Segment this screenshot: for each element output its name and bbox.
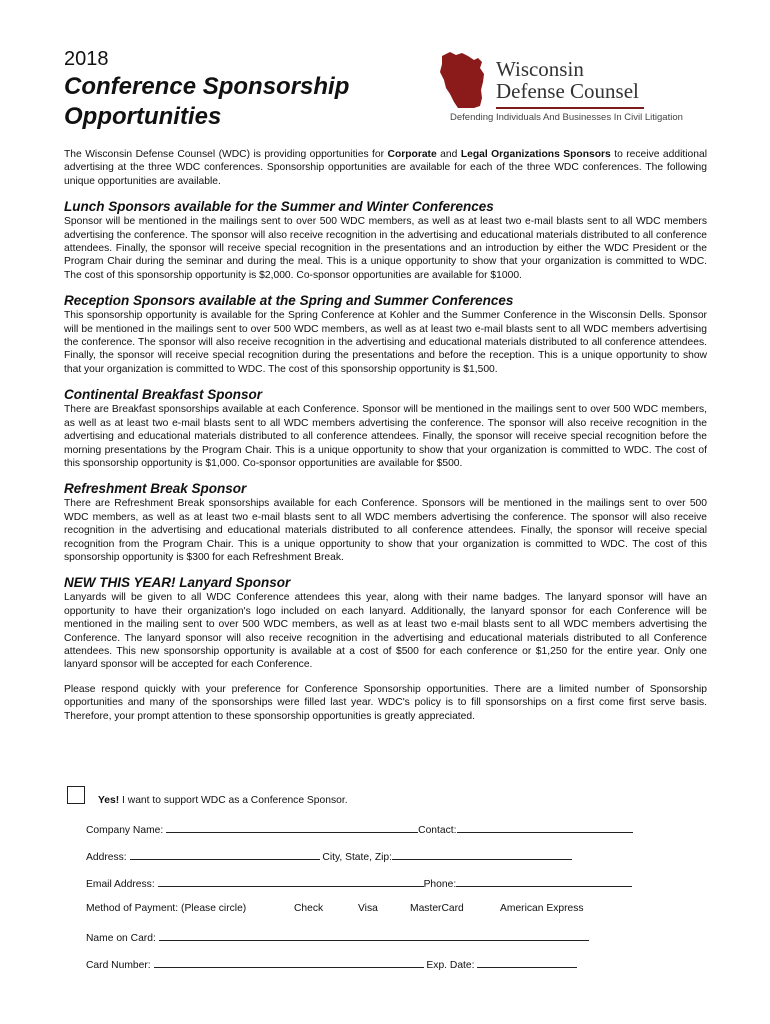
section-heading: Reception Sponsors available at the Spring and Summer Conferences xyxy=(64,293,514,309)
payment-option-amex[interactable]: American Express xyxy=(500,903,584,914)
title-line-1: Conference Sponsorship xyxy=(64,73,350,100)
card-number-row xyxy=(86,957,577,971)
yes-text: I want to support WDC as a Conference Sponsor. xyxy=(119,795,348,806)
city-field[interactable] xyxy=(392,849,572,860)
document-year: 2018 xyxy=(64,48,109,70)
section-text: This sponsorship opportunity is available for the Spring Conference at Kohler and the Summer Conference in the Wisconsin Dells. Sponsor will be mentioned in the mailings sent to over 500 WDC members, as well as at least two e-mail blasts sent to all WDC members advertising the conference. The sponsor will also receive recognition in the advertising and educational materials distributed to all conference attendees. Finally, the sponsor will receive special recognition during the presentations and before the reception. This is a unique opportunity to show that your organization is committed to WDC. The cost of this sponsorship opportunity is $1,500. xyxy=(64,310,707,375)
email-row xyxy=(86,876,632,890)
section-text: There are Breakfast sponsorships available at each Conference. Sponsor will be mentioned in the mailings sent to over 500 WDC members, as well as at least two e-mail blasts sent to all WDC members advertising the conference. The sponsor will also receive recognition in the advertising and educational materials distributed to all conference attendees. Finally, the sponsor will receive special recognition before the morning presentations by the Program Chair. This is a unique opportunity to show that your organization is committed to WDC. The cost of this sponsorship opportunity is $1,000. Co-sponsor opportunities are available for $500. xyxy=(64,404,707,469)
name-on-card-row xyxy=(86,930,589,944)
email-field[interactable] xyxy=(158,876,424,887)
address-label: Address: xyxy=(86,852,127,863)
payment-option-check[interactable]: Check xyxy=(294,903,324,914)
card-number-label: Card Number: xyxy=(86,960,151,971)
section-lanyard xyxy=(64,575,707,671)
card-number-field[interactable] xyxy=(154,957,424,968)
section-heading: Continental Breakfast Sponsor xyxy=(64,387,263,403)
intro-bold-corporate: Corporate xyxy=(387,149,437,160)
yes-bold: Yes! xyxy=(98,795,120,806)
section-breakfast xyxy=(64,387,707,470)
phone-field[interactable] xyxy=(456,876,632,887)
section-heading: Lunch Sponsors available for the Summer and Winter Conferences xyxy=(64,199,494,215)
wisconsin-map-icon xyxy=(436,46,494,114)
intro-text-3: to receive additional advertising at the three WDC conferences. Sponsorship opportunities are available for each of the three WDC conferences. The following unique opportunities are available. xyxy=(64,149,707,187)
exp-date-field[interactable] xyxy=(477,957,577,968)
name-on-card-label: Name on Card: xyxy=(86,933,156,944)
logo-name-line-2: Defense Counsel xyxy=(496,79,639,103)
intro-text-1: The Wisconsin Defense Counsel (WDC) is providing opportunities for xyxy=(64,149,388,160)
address-field[interactable] xyxy=(130,849,320,860)
wdc-logo xyxy=(436,44,683,128)
logo-name xyxy=(496,58,639,102)
intro-text-2: and xyxy=(436,149,461,160)
section-heading: NEW THIS YEAR! Lanyard Sponsor xyxy=(64,575,291,591)
section-lunch xyxy=(64,199,707,282)
payment-option-visa[interactable]: Visa xyxy=(358,903,378,914)
contact-label: Contact: xyxy=(418,825,457,836)
section-text: Lanyards will be given to all WDC Conference attendees this year, along with their name badges. The lanyard sponsor will have an opportunity to have their organization's logo included on each lanyard. Additionally, the lanyard sponsor for each Conference will be mentioned in the mailing sent to over 500 WDC members, as well as at least two e-mail blasts sent to all WDC members advertising the Conference. The lanyard sponsor will also receive recognition in the advertising and educational materials distributed to all Conference attendees. This new sponsorship opportunity is available at a cost of $500 for each conference or $1,250 for the entire year. Only one lanyard sponsor will be accepted for each Conference. xyxy=(64,592,707,671)
intro-bold-legal: Legal Organizations Sponsors xyxy=(460,149,611,160)
closing-paragraph: Please respond quickly with your preference for Conference Sponsorship opportunities. There are a limited number of Sponsorship opportunities and many of the sponsorships were filled last year. WDC's policy is to fill sponsorships on a first come first serve basis. Therefore, your prompt attention to these sponsorship opportunities is greatly appreciated. xyxy=(64,683,707,722)
section-refreshment xyxy=(64,481,707,564)
name-on-card-field[interactable] xyxy=(159,930,589,941)
contact-field[interactable] xyxy=(457,822,633,833)
company-name-field[interactable] xyxy=(166,822,418,833)
payment-row xyxy=(86,903,686,917)
section-reception xyxy=(64,293,707,376)
title-line-2: Opportunities xyxy=(64,103,222,130)
sponsor-checkbox[interactable] xyxy=(67,786,85,804)
company-label: Company Name: xyxy=(86,825,164,836)
logo-rule xyxy=(496,107,644,109)
intro-paragraph xyxy=(64,148,707,188)
logo-tagline: Defending Individuals And Businesses In Civil Litigation xyxy=(450,112,683,123)
section-heading: Refreshment Break Sponsor xyxy=(64,481,247,497)
payment-label: Method of Payment: (Please circle) xyxy=(86,903,247,914)
section-text: There are Refreshment Break sponsorships available for each Conference. Sponsors will be mentioned in the mailings sent to over 500 WDC members, as well as at least two e-mail blasts sent to all WDC members advertising the conference. The sponsor will also receive recognition in the advertising and educational materials distributed to all conference attendees. Finally, the sponsor will receive special recognition from the Program Chair. This is a unique opportunity to show that your organization is committed to WDC. The cost of this sponsorship opportunity is $300 for each Refreshment Break. xyxy=(64,498,707,563)
email-label: Email Address: xyxy=(86,879,155,890)
document-body xyxy=(64,148,707,723)
yes-statement xyxy=(98,795,348,806)
section-text: Sponsor will be mentioned in the mailings sent to over 500 WDC members, as well as at least two e-mail blasts sent to all WDC members advertising the conference. The sponsor will also receive recognition in the advertising and educational materials distributed to all conference attendees. Finally, the sponsor will receive special recognition in the presentations and an introduction by either the WDC President or the Program Chair during the seminar and during the meal. This is a unique opportunity to show that your organization is committed to WDC. The cost of this sponsorship opportunity is $2,000. Co-sponsor opportunities are available for $1000. xyxy=(64,216,707,281)
exp-date-label: Exp. Date: xyxy=(426,960,475,971)
address-row xyxy=(86,849,572,863)
city-label: City, State, Zip: xyxy=(322,852,393,863)
logo-name-line-1: Wisconsin xyxy=(496,57,584,81)
company-row xyxy=(86,822,633,836)
document-title xyxy=(64,72,424,132)
payment-option-mastercard[interactable]: MasterCard xyxy=(410,903,464,914)
phone-label: Phone: xyxy=(423,879,457,890)
